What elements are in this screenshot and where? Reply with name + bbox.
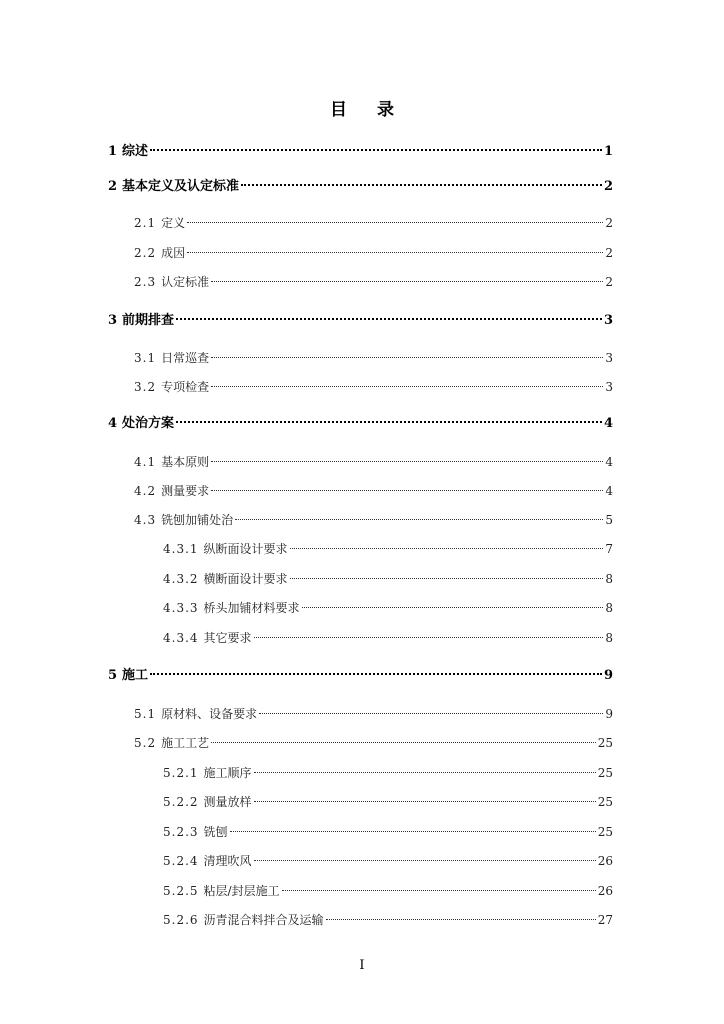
toc-entry-page: 1 [603,144,613,159]
toc-entry-level2[interactable] [134,213,613,233]
toc-entry-number: 3.2 [134,380,157,394]
toc-entry-level1[interactable] [108,311,613,331]
toc-leader-dots [235,519,603,520]
toc-entry-label: 铣刨加铺处治 [161,513,234,527]
toc-entry-label: 施工工艺 [161,736,210,750]
toc-leader-dots [326,919,596,920]
toc-entry-number: 5.1 [134,707,157,721]
toc-entry-level2[interactable] [134,704,613,724]
toc-entry-page: 25 [597,766,613,780]
toc-leader-dots [211,386,603,387]
toc-entry-page: 8 [605,601,613,615]
toc-entry-label: 基本原则 [161,455,210,469]
toc-leader-dots [150,149,602,151]
toc-entry-level3[interactable] [163,910,613,930]
toc-entry-level3[interactable] [163,822,613,842]
toc-entry-level2[interactable] [134,452,613,472]
toc-entry-level3[interactable] [163,539,613,559]
toc-entry-page: 3 [603,313,613,328]
toc-entry-number: 2.1 [134,216,157,230]
toc-entry-page: 25 [597,825,613,839]
toc-entry-level3[interactable] [163,792,613,812]
toc-entry-label: 其它要求 [203,631,252,645]
toc-entry-label: 认定标准 [161,275,210,289]
toc-leader-dots [282,890,596,891]
toc-leader-dots [176,421,602,423]
toc-leader-dots [211,461,603,462]
toc-entry-page: 9 [605,707,613,721]
toc-entry-label: 综述 [122,144,149,159]
toc-leader-dots [176,318,602,320]
toc-leader-dots [254,772,596,773]
toc-entry-label: 专项检查 [161,380,210,394]
toc-leader-dots [259,713,603,714]
toc-entry-level1[interactable] [108,177,613,197]
toc-entry-level2[interactable] [134,510,613,530]
toc-entry-page: 8 [605,631,613,645]
toc-entry-number: 4.3 [134,513,157,527]
toc-leader-dots [254,860,596,861]
toc-entry-number: 3 [108,313,118,328]
toc-entry-label: 原材料、设备要求 [161,707,258,721]
toc-entry-level1[interactable] [108,142,613,162]
toc-leader-dots [230,831,596,832]
toc-entry-page: 2 [605,275,613,289]
toc-entry-label: 施工 [122,668,149,683]
toc-entry-page: 26 [597,854,613,868]
toc-entry-level1[interactable] [108,666,613,686]
toc-entry-label: 施工顺序 [203,766,252,780]
toc-entry-number: 5.2.4 [163,854,199,868]
toc-entry-number: 2 [108,179,118,194]
toc-entry-level3[interactable] [163,851,613,871]
toc-leader-dots [290,548,604,549]
toc-leader-dots [211,490,603,491]
toc-entry-label: 桥头加铺材料要求 [203,601,300,615]
toc-entry-level1[interactable] [108,414,613,434]
toc-entry-label: 测量要求 [161,484,210,498]
toc-entry-page: 27 [597,913,613,927]
toc-entry-level2[interactable] [134,481,613,501]
toc-entry-number: 5.2 [134,736,157,750]
toc-entry-number: 4.3.3 [163,601,199,615]
toc-leader-dots [254,637,604,638]
toc-entry-page: 9 [603,668,613,683]
toc-entry-number: 5.2.6 [163,913,199,927]
toc-entry-number: 5.2.2 [163,795,199,809]
toc-entry-level3[interactable] [163,598,613,618]
toc-entry-label: 日常巡查 [161,351,210,365]
toc-leader-dots [254,801,596,802]
toc-leader-dots [150,673,602,675]
toc-entry-page: 25 [597,795,613,809]
toc-entry-level3[interactable] [163,628,613,648]
toc-entry-label: 定义 [161,216,186,230]
toc-leader-dots [302,607,604,608]
page-title: 目 录 [330,100,406,120]
toc-entry-page: 26 [597,884,613,898]
toc-leader-dots [187,222,603,223]
toc-entry-label: 测量放样 [203,795,252,809]
toc-entry-level2[interactable] [134,733,613,753]
toc-entry-page: 7 [605,542,613,556]
toc-entry-level3[interactable] [163,881,613,901]
toc-entry-page: 5 [605,513,613,527]
toc-entry-label: 清理吹风 [203,854,252,868]
toc-entry-number: 4.3.1 [163,542,199,556]
toc-entry-page: 2 [605,216,613,230]
toc-entry-label: 纵断面设计要求 [203,542,288,556]
toc-entry-page: 8 [605,572,613,586]
toc-entry-number: 5.2.3 [163,825,199,839]
toc-leader-dots [211,357,603,358]
toc-entry-page: 4 [605,455,613,469]
toc-entry-number: 3.1 [134,351,157,365]
toc-entry-number: 4.2 [134,484,157,498]
toc-entry-page: 25 [597,736,613,750]
toc-entry-level2[interactable] [134,377,613,397]
toc-entry-page: 3 [605,380,613,394]
toc-entry-label: 沥青混合料拌合及运输 [203,913,324,927]
toc-entry-level3[interactable] [163,763,613,783]
toc-entry-number: 4.3.2 [163,572,199,586]
toc-entry-label: 处治方案 [122,416,175,431]
toc-entry-number: 2.3 [134,275,157,289]
toc-entry-label: 成因 [161,246,186,260]
toc-entry-label: 基本定义及认定标准 [122,179,240,194]
toc-entry-number: 4.1 [134,455,157,469]
toc-entry-number: 2.2 [134,246,157,260]
toc-leader-dots [290,578,604,579]
toc-leader-dots [187,252,603,253]
toc-entry-number: 5.2.1 [163,766,199,780]
toc-entry-page: 2 [605,246,613,260]
toc-entry-label: 粘层/封层施工 [203,884,280,898]
toc-entry-level2[interactable] [134,348,613,368]
toc-entry-number: 5.2.5 [163,884,199,898]
toc-leader-dots [211,281,603,282]
toc-entry-label: 横断面设计要求 [203,572,288,586]
toc-leader-dots [241,184,602,186]
toc-entry-level2[interactable] [134,243,613,263]
toc-entry-level3[interactable] [163,569,613,589]
toc-entry-number: 4 [108,416,118,431]
toc-leader-dots [211,742,596,743]
toc-entry-page: 4 [605,484,613,498]
footer-page-number: I [359,958,365,973]
toc-entry-level2[interactable] [134,272,613,292]
toc-entry-number: 5 [108,668,118,683]
toc-entry-page: 2 [603,179,613,194]
toc-entry-label: 铣刨 [203,825,228,839]
toc-entry-page: 4 [603,416,613,431]
toc-entry-number: 1 [108,144,118,159]
toc-entry-label: 前期排查 [122,313,175,328]
toc-entry-page: 3 [605,351,613,365]
toc-entry-number: 4.3.4 [163,631,199,645]
